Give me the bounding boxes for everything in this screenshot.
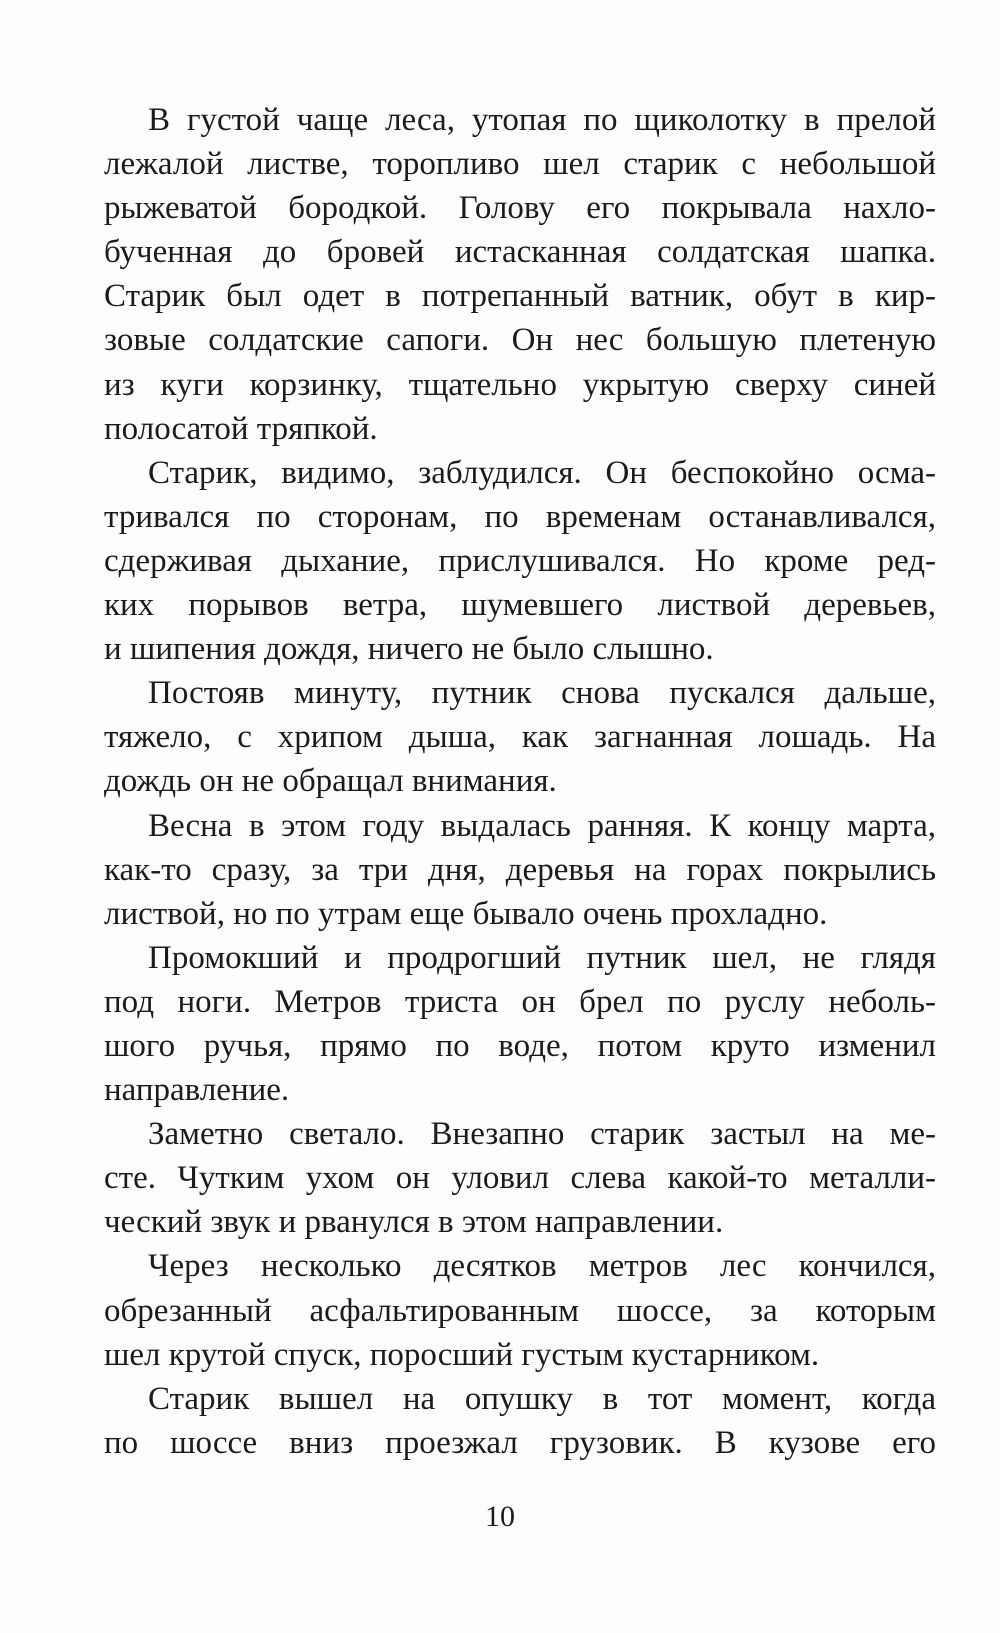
text-line: бученная до бровей истасканная солдатская шапка.: [104, 234, 936, 271]
text-line: дождь он не обращал внимания.: [104, 763, 557, 800]
text-line: Старик вышел на опушку в тот момент, когда: [148, 1380, 936, 1417]
text-line: Весна в этом году выдалась ранняя. К концу марта,: [148, 807, 936, 844]
text-line: и шипения дождя, ничего не было слышно.: [104, 631, 714, 668]
text-line: из куги корзинку, тщательно укрытую сверху синей: [104, 366, 936, 403]
text-line: Промокший и продрогший путник шел, не глядя: [148, 939, 936, 976]
paragraph: [104, 98, 936, 451]
text-line: Старик, видимо, заблудился. Он беспокойно осма-: [148, 454, 936, 491]
text-line: рыжеватой бородкой. Голову его покрывала нахло-: [104, 190, 936, 227]
text-line: листвой, но по утрам еще бывало очень прохладно.: [104, 895, 828, 932]
text-line: шого ручья, прямо по воде, потом круто изменил: [104, 1027, 936, 1064]
text-line: шел крутой спуск, поросший густым кустарником.: [104, 1336, 820, 1373]
text-line: ких порывов ветра, шумевшего листвой деревьев,: [104, 587, 936, 624]
text-line: лежалой листве, торопливо шел старик с небольшой: [104, 146, 936, 183]
text-line: тяжело, с хрипом дыша, как загнанная лошадь. На: [104, 719, 936, 756]
text-line: Заметно светало. Внезапно старик застыл на ме-: [148, 1116, 936, 1153]
body-text: [104, 98, 936, 1465]
paragraph: [104, 451, 936, 671]
text-line: В густой чаще леса, утопая по щиколотку в прелой: [148, 102, 936, 138]
text-line: зовые солдатские сапоги. Он нес большую плетеную: [104, 322, 936, 359]
paragraph: [104, 1377, 936, 1465]
text-line: как-то сразу, за три дня, деревья на горах покрылись: [104, 851, 936, 888]
paragraph: [104, 671, 936, 803]
text-line: направление.: [104, 1072, 290, 1109]
text-line: Постояв минуту, путник снова пускался дальше,: [148, 675, 936, 712]
text-line: полосатой тряпкой.: [104, 410, 378, 447]
text-line: ческий звук и рванулся в этом направлении.: [104, 1204, 724, 1241]
paragraph: [104, 936, 936, 1112]
paragraph: [104, 1112, 936, 1244]
text-line: Старик был одет в потрепанный ватник, обут в кир-: [104, 278, 936, 315]
text-line: под ноги. Метров триста он брел по руслу неболь-: [104, 983, 936, 1020]
text-line: сдерживая дыхание, прислушивался. Но кроме ред-: [104, 542, 936, 579]
text-line: тривался по сторонам, по временам останавливался,: [104, 498, 936, 535]
paragraph: [104, 804, 936, 936]
text-line: Через несколько десятков метров лес кончился,: [148, 1248, 936, 1285]
paragraph: [104, 1244, 936, 1376]
text-line: сте. Чутким ухом он уловил слева какой-то металли-: [104, 1160, 936, 1197]
text-line: обрезанный асфальтированным шоссе, за которым: [104, 1292, 936, 1329]
page-number: 10: [485, 1500, 515, 1533]
text-line: по шоссе вниз проезжал грузовик. В кузове его: [104, 1424, 936, 1461]
